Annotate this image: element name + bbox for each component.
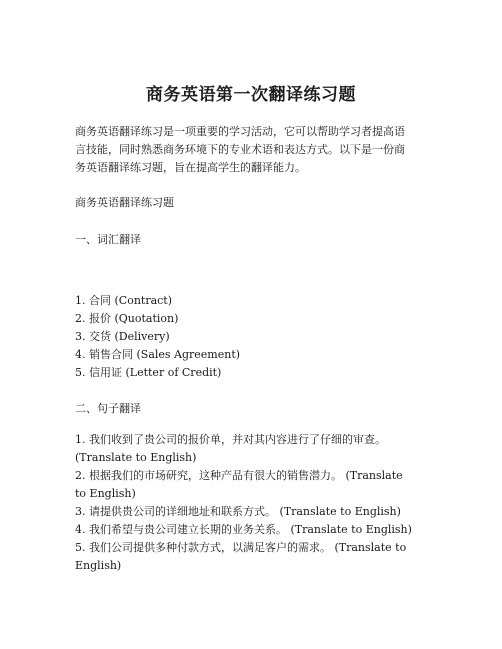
list-item: to English): [75, 487, 136, 500]
section-vocabulary-heading: [75, 231, 435, 249]
document-title: 商务英语第一次翻译练习题: [146, 85, 356, 105]
list-item: 5. 信用证 (Letter of Credit): [75, 366, 222, 379]
list-item: 3. 交货 (Delivery): [75, 330, 170, 343]
list-item: 2. 根据我们的市场研究，这种产品有很大的销售潜力。 (Translate: [75, 469, 403, 482]
intro-line: 商务英语翻译练习是一项重要的学习活动，它可以帮助学习者提高语: [75, 125, 405, 138]
list-item: 2. 报价 (Quotation): [75, 312, 179, 325]
list-item: 1. 我们收到了贵公司的报价单，并对其内容进行了仔细的审查。: [75, 433, 386, 446]
section-sentence-heading: [75, 400, 435, 418]
sentence-list: [75, 431, 435, 575]
list-item: 3. 请提供贵公司的详细地址和联系方式。 (Translate to English): [75, 505, 401, 518]
intro-line: 言技能，同时熟悉商务环境下的专业术语和表达方式。以下是一份商: [75, 143, 405, 156]
vocabulary-list: [75, 292, 435, 382]
intro-line: 务英语翻译练习题，旨在提高学生的翻译能力。: [75, 161, 306, 174]
list-item: English): [75, 559, 122, 572]
section-heading: 一、词汇翻译: [75, 233, 141, 246]
exercise-subtitle-text: 商务英语翻译练习题: [75, 196, 174, 209]
list-item: 1. 合同 (Contract): [75, 294, 173, 307]
list-item: 4. 我们希望与贵公司建立长期的业务关系。 (Translate to English): [75, 523, 412, 536]
section-heading: 二、句子翻译: [75, 402, 141, 415]
list-item: (Translate to English): [75, 451, 197, 464]
intro-paragraph: [75, 123, 435, 177]
exercise-subtitle: [75, 194, 435, 212]
list-item: 5. 我们公司提供多种付款方式，以满足客户的需求。 (Translate to: [75, 541, 407, 554]
list-item: 4. 销售合同 (Sales Agreement): [75, 348, 241, 361]
